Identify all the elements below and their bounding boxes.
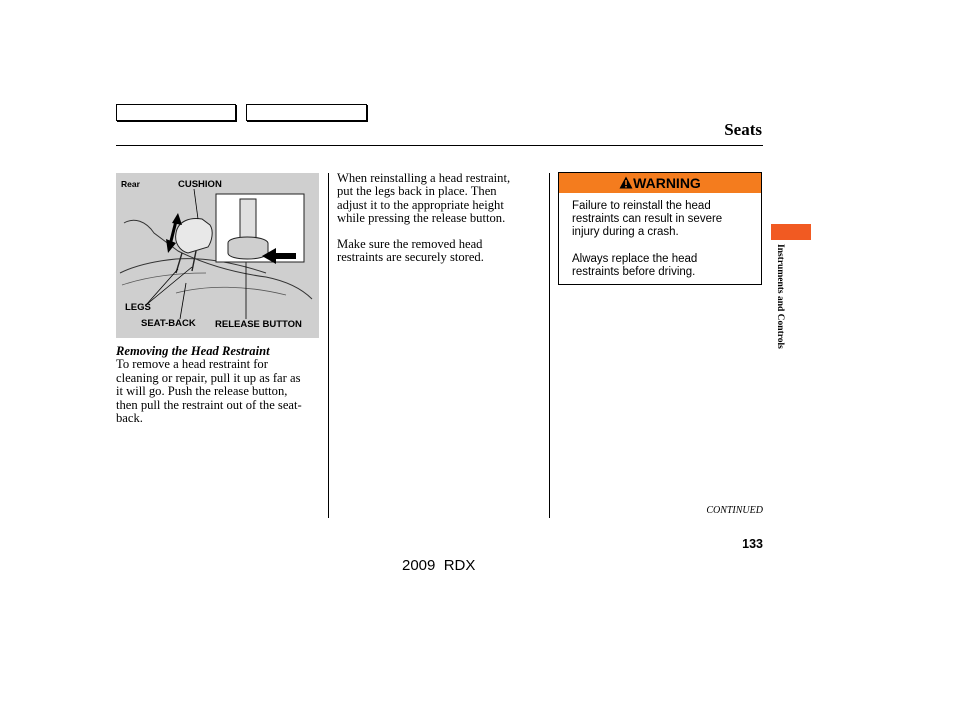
column1-line: cleaning or repair, pull it up as far as [116, 370, 301, 385]
removing-head-restraint-heading: Removing the Head Restraint [116, 344, 270, 358]
figure-label-release-button: RELEASE BUTTON [215, 319, 302, 330]
page-number: 133 [742, 537, 763, 551]
continued-label: CONTINUED [706, 505, 763, 516]
figure-label-rear: Rear [121, 179, 140, 189]
column2-para2 [337, 238, 547, 265]
title-rule [116, 145, 763, 146]
warning-triangle-icon [619, 176, 633, 189]
column2-line: Make sure the removed head [337, 237, 483, 251]
figure-label-seat-back: SEAT-BACK [141, 318, 196, 329]
warning-line: restraints before driving. [572, 266, 696, 278]
head-restraint-figure [116, 173, 319, 338]
warning-header [559, 173, 761, 193]
warning-line: injury during a crash. [572, 226, 679, 238]
column2-line: adjust it to the appropriate height [337, 197, 504, 212]
column-divider-1 [328, 173, 329, 518]
warning-para2 [572, 253, 697, 279]
column2-line: put the legs back in place. Then [337, 184, 497, 199]
column1-line: To remove a head restraint for [116, 357, 268, 372]
warning-line: Always replace the head [572, 253, 698, 265]
figure-label-cushion: CUSHION [178, 179, 222, 190]
column-divider-2 [549, 173, 550, 518]
head-restraint-illustration [116, 173, 319, 338]
warning-title: WARNING [633, 175, 701, 191]
section-tab-label: Instruments and Controls [775, 244, 785, 349]
column2-line: while pressing the release button. [337, 211, 506, 226]
warning-box [558, 172, 762, 285]
footer-model: 2009 RDX [402, 557, 476, 574]
warning-line: restraints can result in severe [572, 213, 723, 225]
column1-line: then pull the restraint out of the seat- [116, 397, 302, 412]
section-tab-marker [771, 224, 811, 240]
column1-text [116, 345, 326, 425]
warning-line: Failure to reinstall the head [572, 200, 711, 212]
figure-label-legs: LEGS [125, 302, 151, 313]
column2-line: When reinstalling a head restraint, [337, 171, 511, 185]
column2-line: restraints are securely stored. [337, 250, 484, 265]
page-title: Seats [724, 120, 762, 139]
column1-line: back. [116, 411, 143, 426]
header-tab-box-right [246, 104, 367, 121]
warning-para1 [572, 200, 722, 239]
column1-line: it will go. Push the release button, [116, 384, 288, 399]
header-tab-box-left [116, 104, 236, 121]
column2-para1 [337, 172, 547, 226]
